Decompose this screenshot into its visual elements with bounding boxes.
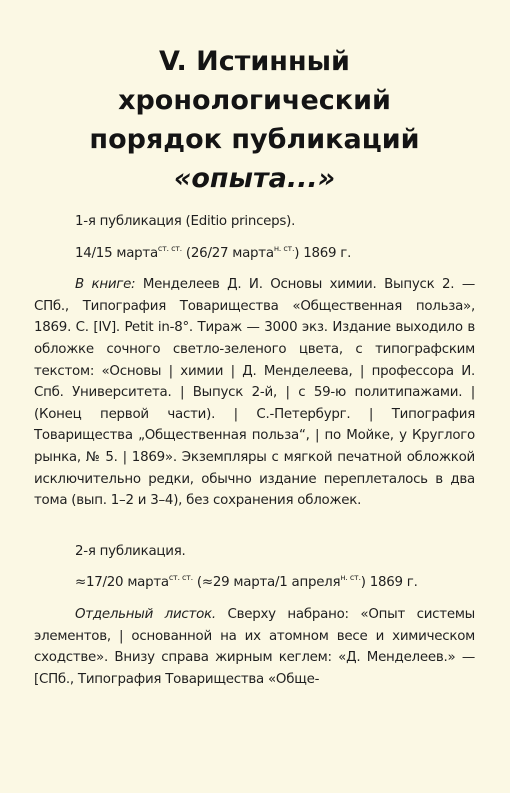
pub1-new-style-mark: н. ст.: [273, 243, 295, 253]
document-page: [34, 0, 475, 690]
title-line-1: V. Истинный: [159, 46, 350, 77]
body-text: [34, 198, 475, 690]
chapter-title: [34, 42, 475, 198]
pub1-description: [34, 274, 475, 512]
pub1-lead: В книге:: [75, 277, 136, 293]
pub2-lead: Отдельный листок.: [75, 606, 216, 622]
pub2-date-a: ≈17/20 марта: [75, 575, 169, 591]
pub1-date-a: 14/15 марта: [75, 245, 158, 261]
pub1-date-b: (26/27 марта: [181, 245, 274, 261]
pub2-old-style-mark: ст. ст.: [168, 573, 193, 583]
pub2-date: [34, 572, 475, 594]
pub1-date: [34, 243, 475, 265]
pub2-new-style-mark: н. ст.: [340, 573, 361, 583]
pub1-text: Менделеев Д. И. Основы химии. Выпуск 2. — СПб., Типография Товарищества «Общественная польза», 1869. С. [IV]. Petit in-8°. Тираж — 3000 экз. Издание выходило в обложке сочного светло-зеленого цвета, с типографским текстом: «Основы | химии | Д. Менделеева, | профессора И. Спб. Университета. | Выпуск 2-й, | с 59-ю политипажами. | (Конец первой части). | С.-Петербург. | Типография Товарищества „Общественная польза“, | по Мойке, у Круглого рынка, № 5. | 1869». Экземпляры с мягкой печатной обложкой исключительно редки, обычно издание переплеталось в два тома (вып. 1–2 и 3–4), без сохранения обложек.: [34, 277, 475, 509]
pub1-heading: 1-я публикация (Editio princeps).: [75, 214, 296, 229]
pub2-date-b: (≈29 марта/1 апреля: [192, 575, 341, 591]
pub2-heading: 2-я публикация.: [75, 543, 186, 559]
pub1-date-c: ) 1869 г.: [294, 245, 352, 261]
pub2-text: Сверху набрано: «Опыт системы элементов, | основанной на их атомном весе и химическом сходстве». Внизу справа жирным кеглем: «Д. Менделеев.» — [СПб., Типография Товарищества «Обще-: [34, 606, 475, 687]
pub2-date-c: ) 1869 г.: [360, 575, 418, 591]
pub2-description: [34, 604, 475, 690]
title-line-2: хронологический: [118, 85, 391, 116]
pub1-old-style-mark: ст. ст.: [157, 243, 182, 253]
title-line-3: порядок публикаций: [89, 124, 420, 155]
title-line-4: «опыта...»: [173, 163, 336, 194]
